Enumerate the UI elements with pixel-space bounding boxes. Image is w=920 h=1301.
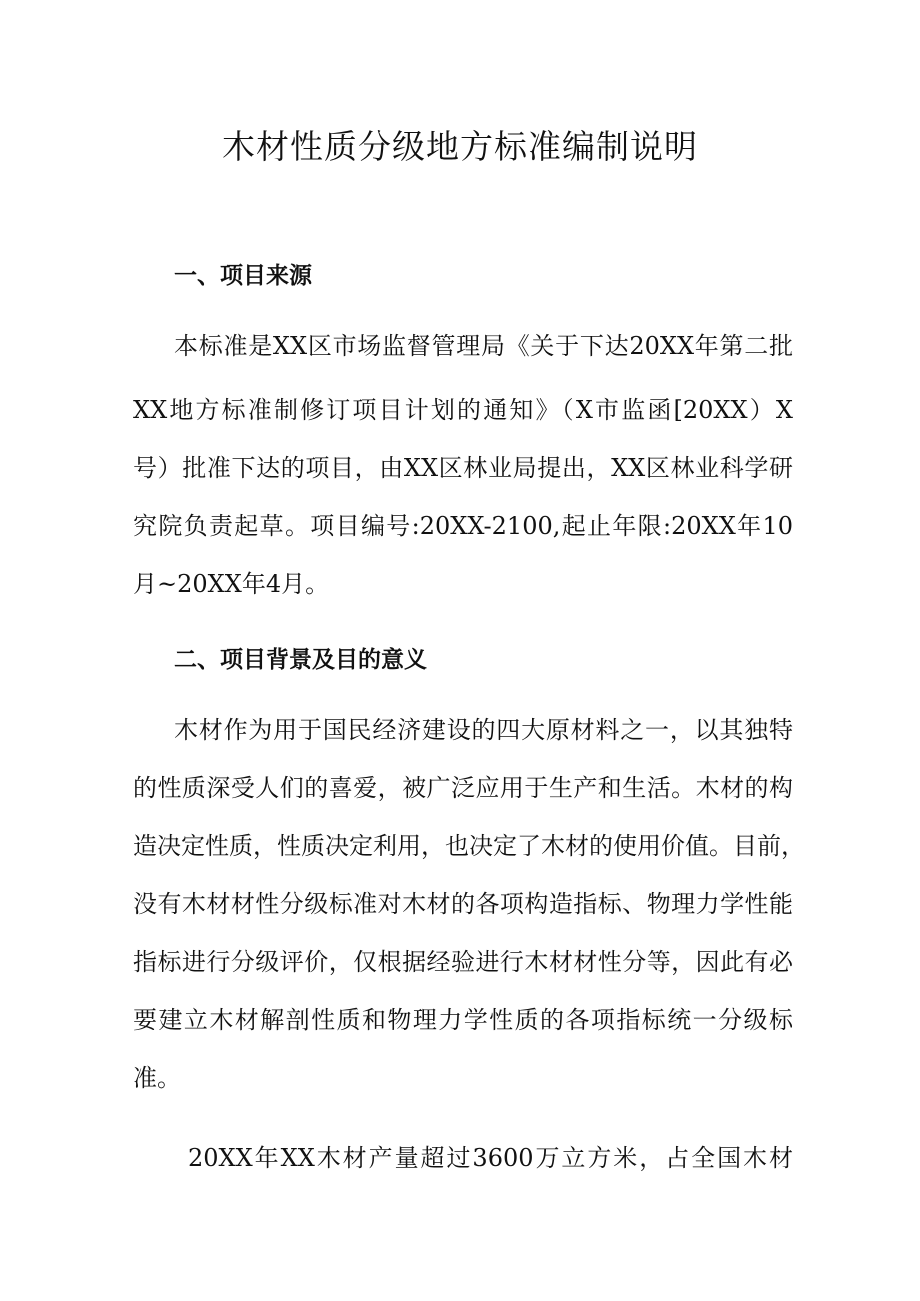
paragraph-line: 没有木材材性分级标准对木材的各项构造指标、物理力学性能 bbox=[133, 890, 793, 918]
paragraph-line: 号）批准下达的项目，由XX区林业局提出，XX区林业科学研 bbox=[133, 454, 793, 482]
paragraph-line: 的性质深受人们的喜爱，被广泛应用于生产和生活。木材的构 bbox=[133, 774, 793, 802]
section-heading-2: 二、项目背景及目的意义 bbox=[174, 647, 427, 673]
paragraph-line: 20XX年XX木材产量超过3600万立方米，占全国木材 bbox=[188, 1144, 793, 1172]
paragraph-line: 木材作为用于国民经济建设的四大原材料之一，以其独特 bbox=[174, 716, 793, 744]
paragraph-line: 指标进行分级评价，仅根据经验进行木材材性分等，因此有必 bbox=[133, 948, 793, 976]
document-title: 木材性质分级地方标准编制说明 bbox=[222, 127, 698, 166]
paragraph-line: 月~20XX年4月。 bbox=[133, 570, 330, 598]
paragraph-line: 要建立木材解剖性质和物理力学性质的各项指标统一分级标 bbox=[133, 1006, 793, 1034]
paragraph-line: 准。 bbox=[133, 1064, 181, 1092]
paragraph-line: XX地方标准制修订项目计划的通知》（X市监函[20XX）X bbox=[133, 396, 793, 424]
paragraph-line: 究院负责起草。项目编号:20XX-2100,起止年限:20XX年10 bbox=[133, 512, 793, 540]
section-heading-1: 一、项目来源 bbox=[174, 263, 312, 289]
paragraph-line: 本标准是XX区市场监督管理局《关于下达20XX年第二批 bbox=[174, 332, 793, 360]
paragraph-line: 造决定性质，性质决定利用，也决定了木材的使用价值。目前， bbox=[133, 832, 805, 860]
